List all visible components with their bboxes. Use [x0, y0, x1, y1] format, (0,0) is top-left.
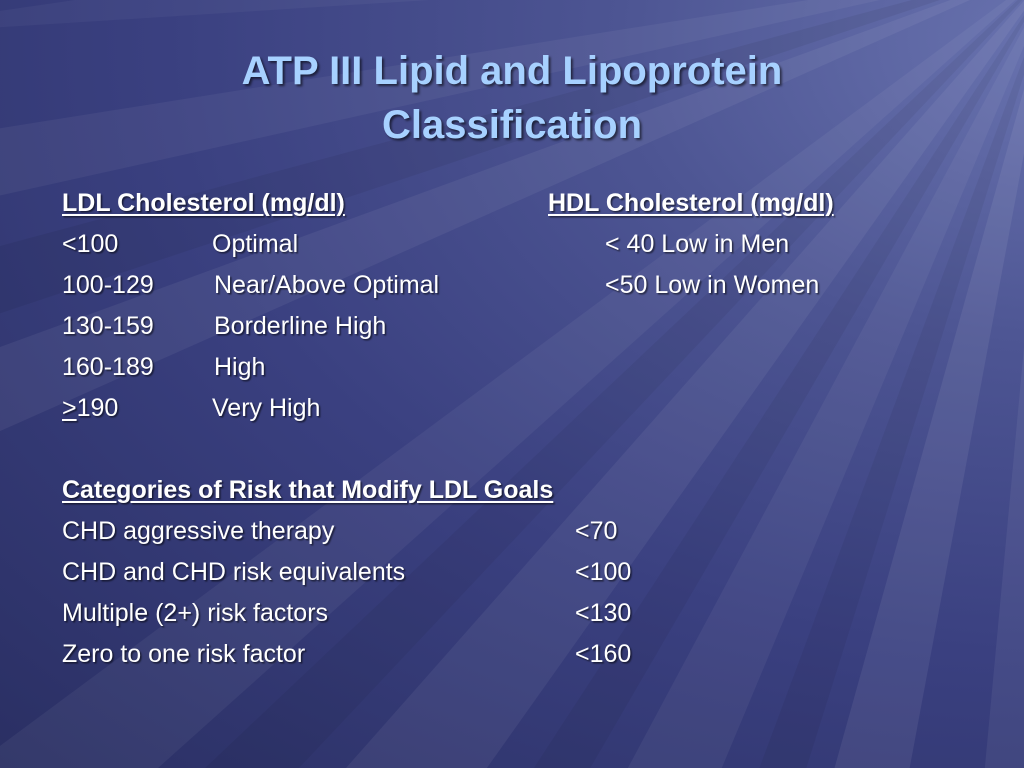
ldl-range: 100-129 — [62, 271, 154, 299]
risk-goal: <70 — [575, 517, 618, 545]
ldl-label: Very High — [212, 394, 321, 422]
risk-category: Zero to one risk factor — [62, 640, 306, 668]
ldl-label: High — [214, 353, 266, 381]
ldl-label: Optimal — [212, 230, 299, 258]
hdl-row: < 40 Low in Men — [605, 230, 790, 258]
ldl-label: Borderline High — [214, 312, 387, 340]
hdl-header: HDL Cholesterol (mg/dl) — [548, 189, 834, 217]
hdl-row: <50 Low in Women — [605, 271, 820, 299]
risk-goal: <160 — [575, 640, 632, 668]
title-line-2: Classification — [381, 103, 643, 147]
risk-goal: <130 — [575, 599, 632, 627]
risk-header: Categories of Risk that Modify LDL Goals — [62, 476, 554, 504]
greater-equal-symbol: > — [62, 394, 77, 422]
ldl-range: <100 — [62, 230, 119, 258]
ldl-header-label: LDL Cholesterol (mg/dl) — [62, 189, 345, 217]
risk-category: CHD aggressive therapy — [62, 517, 335, 545]
ldl-range: 160-189 — [62, 353, 154, 381]
risk-goal: <100 — [575, 558, 632, 586]
ldl-label: Near/Above Optimal — [214, 271, 440, 299]
title-line-1: ATP III Lipid and Lipoprotein — [241, 49, 783, 93]
risk-category: CHD and CHD risk equivalents — [62, 558, 406, 586]
risk-category: Multiple (2+) risk factors — [62, 599, 329, 627]
ldl-range-value: 190 — [76, 394, 119, 422]
slide-title — [0, 44, 1024, 152]
ldl-header — [62, 188, 509, 218]
ldl-range: 130-159 — [62, 312, 154, 340]
ldl-range — [62, 393, 118, 423]
